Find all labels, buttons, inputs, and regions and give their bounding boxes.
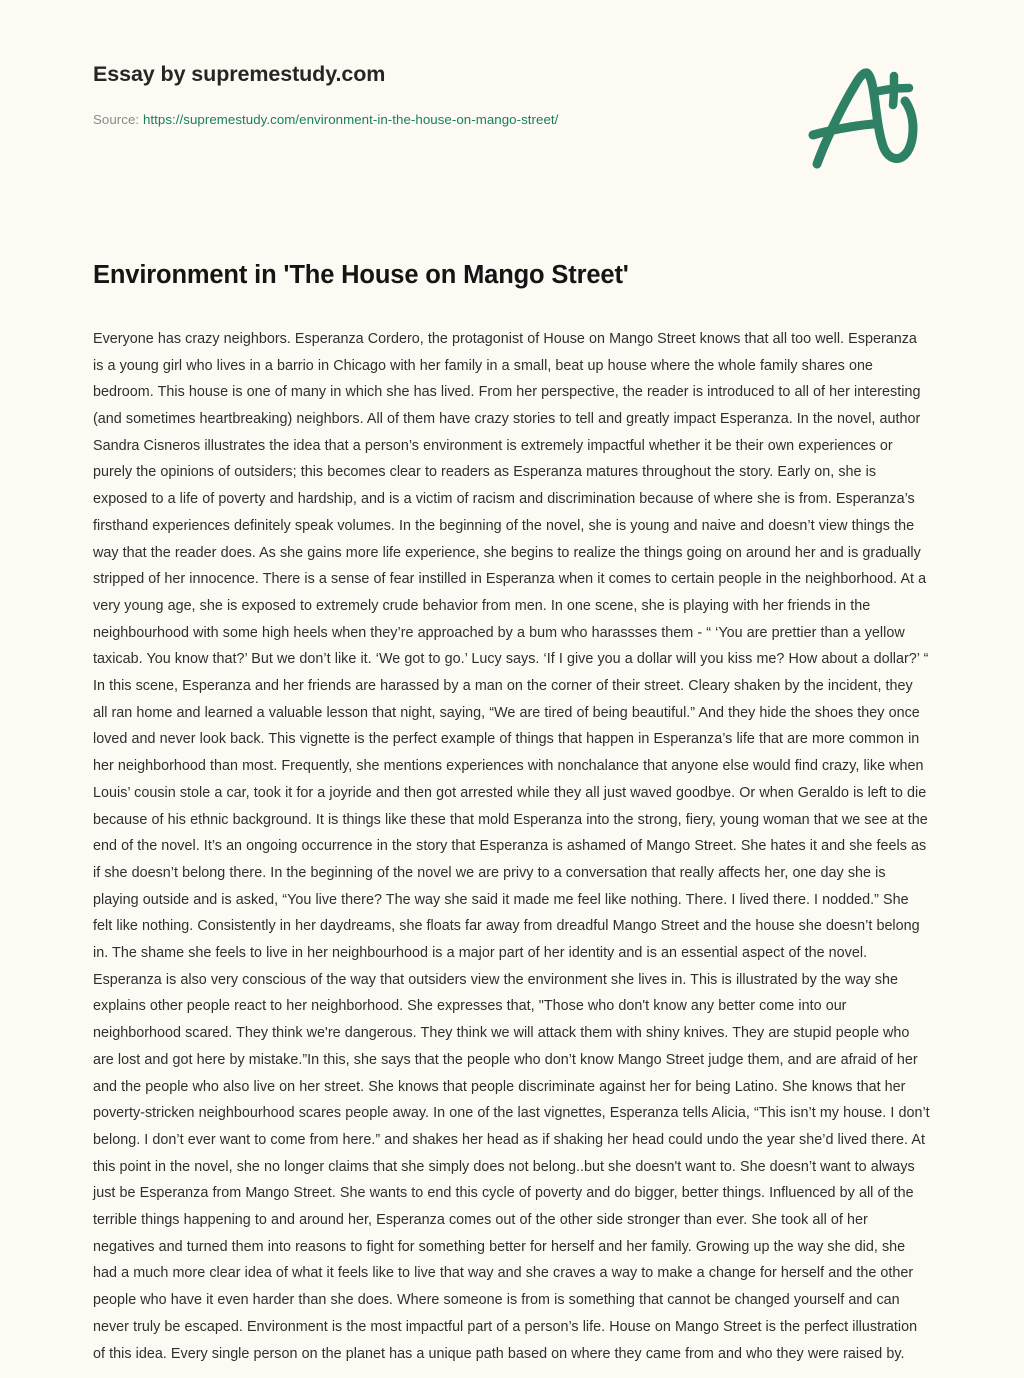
a-plus-logo-icon xyxy=(803,60,929,176)
header-left-block xyxy=(93,62,558,127)
essay-attribution: Essay by supremestudy.com xyxy=(93,62,386,86)
source-label: Source: xyxy=(93,111,140,127)
page-title: Environment in 'The House on Mango Street' xyxy=(93,261,629,289)
essay-paragraph: Everyone has crazy neighbors. Esperanza Cordero, the protagonist of House on Mango Street knows that all too well. Esperanza is a young girl who lives in a barrio in Chicago with her family in a small, beat up house where the whole family shares one bedroom. This house is one of many in which she has lived. From her perspective, the reader is introduced to all of her interesting (and sometimes heartbreaking) neighbors. All of them have crazy stories to tell and greatly impact Esperanza. In the novel, author Sandra Cisneros illustrates the idea that a person’s environment is extremely impactful whether it be their own experiences or purely the opinions of outsiders; this becomes clear to readers as Esperanza matures throughout the story. Early on, she is exposed to a life of poverty and hardship, and is a victim of racism and discrimination because of where she is from. Esperanza’s firsthand experiences definitely speak volumes. In the beginning of the novel, she is young and naive and doesn’t view things the way that the reader does. As she gains more life experience, she begins to realize the things going on around her and is gradually stripped of her innocence. There is a sense of fear instilled in Esperanza when it comes to certain people in the neighborhood. At a very young age, she is exposed to extremely crude behavior from men. In one scene, she is playing with her friends in the neighbourhood with some high heels when they’re approached by a bum who harassses them - “ ‘You are prettier than a yellow taxicab. You know that?’ But we don’t like it. ‘We got to go.’ Lucy says. ‘If I give you a dollar will you kiss me? How about a dollar?’ “ In this scene, Esperanza and her friends are harassed by a man on the corner of their street. Cleary shaken by the incident, they all ran home and learned a valuable lesson that night, saying, “We are tired of being beautiful.” And they hide the shoes they once loved and never look back. This vignette is the perfect example of things that happen in Esperanza’s life that are more common in her neighborhood than most. Frequently, she mentions experiences with nonchalance that anyone else would find crazy, like when Louis’ cousin stole a car, took it for a joyride and then got arrested while they all just waved goodbye. Or when Geraldo is left to die because of his ethnic background. It is things like these that mold Esperanza into the strong, fiery, young woman that we see at the end of the novel. It’s an ongoing occurrence in the story that Esperanza is ashamed of Mango Street. She hates it and she feels as if she doesn’t belong there. In the beginning of the novel we are privy to a conversation that really affects her, one day she is playing outside and is asked, “You live there? The way she said it made me feel like nothing. There. I lived there. I nodded.” She felt like nothing. Consistently in her daydreams, she floats far away from dreadful Mango Street and the house she doesn’t belong in. The shame she feels to live in her neighbourhood is a major part of her identity and is an essential aspect of the novel. Esperanza is also very conscious of the way that outsiders view the environment she lives in. This is illustrated by the way she explains other people react to her neighborhood. She expresses that, "Those who don't know any better come into our neighborhood scared. They think we're dangerous. They think we will attack them with shiny knives. They are stupid people who are lost and got here by mistake.”In this, she says that the people who don’t know Mango Street judge them, and are afraid of her and the people who also live on her street. She knows that people discriminate against her for being Latino. She knows that her poverty-stricken neighbourhood scares people away. In one of the last vignettes, Esperanza tells Alicia, “This isn’t my house. I don’t belong. I don’t ever want to come from here.” and shakes her head as if shaking her head could undo the year she’d lived there. At this point in the novel, she no longer claims that she simply does not belong..but she doesn't want to. She doesn’t want to always just be Esperanza from Mango Street. She wants to end this cycle of poverty and do bigger, better things. Influenced by all of the terrible things happening to and around her, Esperanza comes out of the other side stronger than ever. She took all of her negatives and turned them into reasons to fight for something better for herself and her family. Growing up the way she did, she had a much more clear idea of what it feels like to live that way and she craves a way to make a change for herself and the other people who have it even harder than she does. Where someone is from is something that cannot be changed yourself and can never truly be escaped. Environment is the most impactful part of a person’s life. House on Mango Street is the perfect illustration of this idea. Every single person on the planet has a unique path based on where they came from and who they were raised by. xyxy=(93,330,930,1362)
source-url-link[interactable]: https://supremestudy.com/environment-in-the-house-on-mango-street/ xyxy=(142,111,559,127)
a-plus-logo xyxy=(800,58,932,178)
page-header xyxy=(0,0,1024,178)
essay-body xyxy=(0,326,1024,1367)
source-line xyxy=(93,112,558,127)
